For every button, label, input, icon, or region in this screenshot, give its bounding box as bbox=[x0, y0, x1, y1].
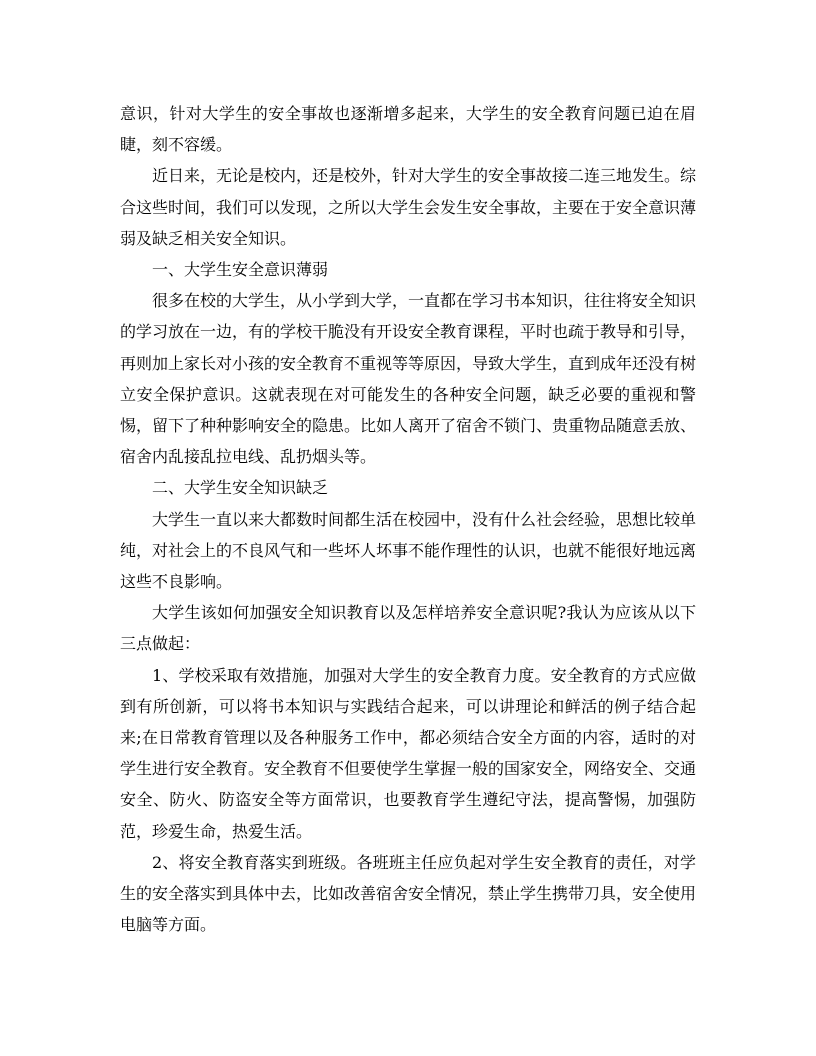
section-heading-knowledge: 二、大学生安全知识缺乏 bbox=[152, 478, 329, 498]
paragraph-continuation: 意识，针对大学生的安全事故也逐渐增多起来，大学生的安全教育问题已迫在眉睫，刻不容缓。 bbox=[120, 104, 696, 155]
paragraph-awareness: 很多在校的大学生，从小学到大学，一直都在学习书本知识，往往将安全知识的学习放在一边，有的学校干脆没有开设安全教育课程，平时也疏于教导和引导，再则加上家长对小孩的安全教育不重视等等原因，导致大学生，直到成年还没有树立安全保护意识。这就表现在对可能发生的各种安全问题，缺乏必要的重视和警惕，留下了种种影响安全的隐患。比如人离开了宿舍不锁门、贵重物品随意丢放、宿舍内乱接乱拉电线、乱扔烟头等。 bbox=[120, 291, 697, 467]
section-heading-awareness: 一、大学生安全意识薄弱 bbox=[152, 260, 329, 280]
document-body bbox=[120, 98, 696, 940]
paragraph-question: 大学生该如何加强安全知识教育以及怎样培养安全意识呢?我认为应该从以下三点做起： bbox=[120, 603, 696, 654]
paragraph-point-2: 2、将安全教育落实到班级。各班班主任应负起对学生安全教育的责任，对学生的安全落实到具体中去，比如改善宿舍安全情况，禁止学生携带刀具，安全使用电脑等方面。 bbox=[120, 852, 697, 935]
paragraph-knowledge: 大学生一直以来大都数时间都生活在校园中，没有什么社会经验，思想比较单纯，对社会上的不良风气和一些坏人坏事不能作理性的认识，也就不能很好地远离这些不良影响。 bbox=[120, 509, 697, 592]
paragraph-point-1: 1、学校采取有效措施，加强对大学生的安全教育力度。安全教育的方式应做到有所创新，可以将书本知识与实践结合起来，可以讲理论和鲜活的例子结合起来;在日常教育管理以及各种服务工作中，都必须结合安全方面的内容，适时的对学生进行安全教育。安全教育不但要使学生掌握一般的国家安全，网络安全、交通安全、防火、防盗安全等方面常识，也要教育学生遵纪守法，提高警惕，加强防范，珍爱生命，热爱生活。 bbox=[120, 665, 697, 841]
paragraph-intro: 近日来，无论是校内，还是校外，针对大学生的安全事故接二连三地发生。综合这些时间，我们可以发现，之所以大学生会发生安全事故，主要在于安全意识薄弱及缺乏相关安全知识。 bbox=[120, 166, 697, 248]
